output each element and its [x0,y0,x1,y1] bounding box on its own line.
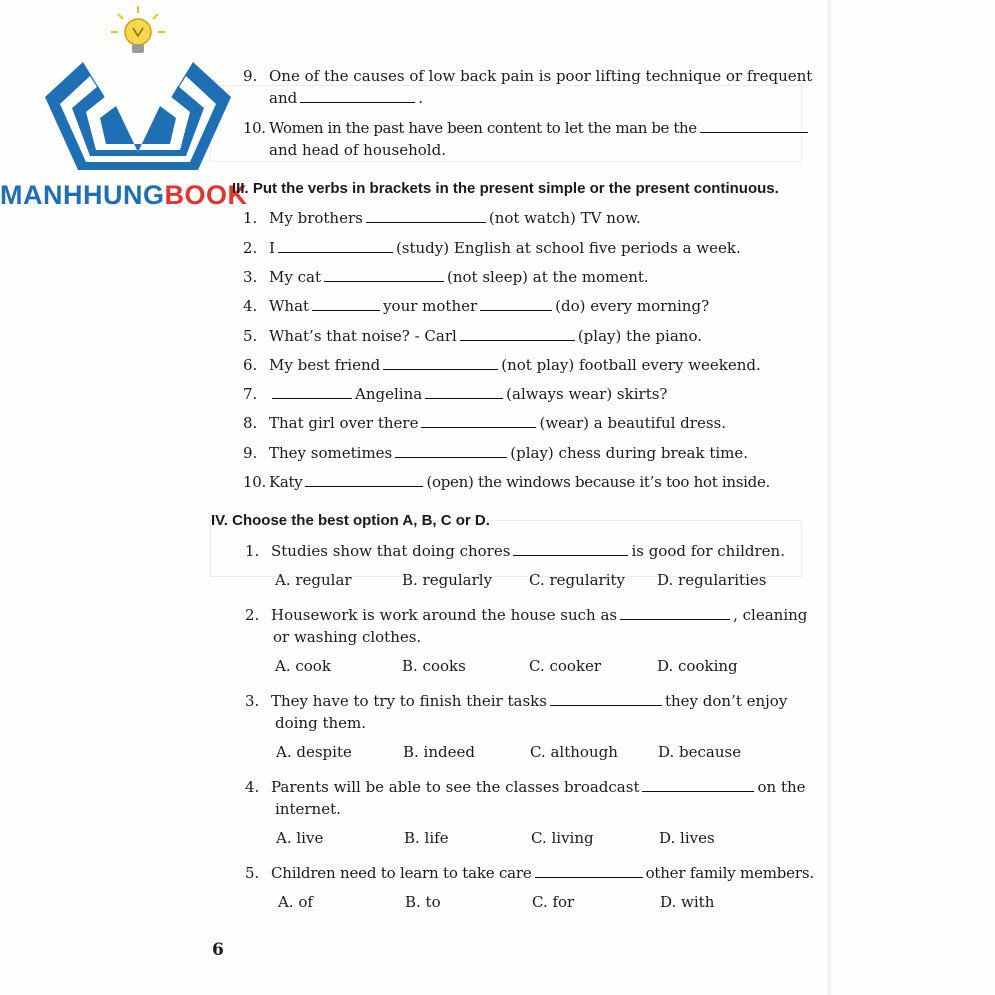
answer-blank [550,704,662,706]
option-b: B. regularly [402,571,493,589]
answer-blank [305,485,423,487]
question-text: Women in the past have been content to let the man be the [269,119,697,137]
answer-blank [300,101,415,103]
item-text: (not sleep) at the moment. [446,268,649,286]
item-text: (study) English at school five periods a week. [395,239,741,257]
option-d: D. lives [659,829,715,847]
answer-blank [513,554,628,556]
brand-part-2: BOOK [164,180,248,210]
item-number: 3. [243,268,258,286]
option-a: A. cook [275,657,331,675]
question-line [269,89,423,107]
item-text: your mother [383,297,478,315]
question-text: One of the causes of low back pain is poor lifting technique or frequent [269,67,813,85]
option-d: D. with [660,893,715,911]
item-number: 5. [243,327,258,345]
option-d: D. because [658,743,742,761]
open-book-icon [45,62,231,170]
item-text: My brothers [269,209,363,227]
answer-blank [383,368,498,370]
item-text: (always wear) skirts? [506,385,668,403]
question-text: Studies show that doing chores [271,542,511,560]
question-line [245,606,807,624]
item-text: (do) every morning? [555,297,710,315]
option-b: B. to [405,893,441,911]
question-number: 9. [243,67,258,85]
item-text: They sometimes [269,444,393,462]
answer-blank [366,221,486,223]
option-b: B. cooks [402,657,466,675]
item-text: (wear) a beautiful dress. [539,414,726,432]
option-d: D. cooking [657,657,738,675]
item-number: 10. [243,473,266,491]
exercise-item [243,385,667,403]
option-b: B. indeed [403,743,475,761]
item-text: (play) the piano. [577,327,702,345]
option-a: A. regular [275,571,352,589]
answer-blank [425,397,503,399]
brand-wordmark [0,180,247,211]
question-text: Parents will be able to see the classes broadcast [271,778,640,796]
question-number: 4. [245,778,260,796]
item-number: 7. [243,385,258,403]
question-line: internet. [275,800,341,818]
answer-blank [421,426,536,428]
item-number: 4. [243,297,258,315]
section-heading: IV. Choose the best option A, B, C or D. [211,512,490,529]
option-c: C. for [532,893,575,911]
question-line [245,778,806,796]
question-text: Housework is work around the house such as [271,606,618,624]
option-c: C. living [531,829,594,847]
section-heading: III. Put the verbs in brackets in the present simple or the present continuous. [232,180,779,197]
answer-blank [700,131,808,133]
question-text: other family members. [645,864,814,882]
answer-blank [395,456,507,458]
option-c: C. although [530,743,618,761]
question-text: on the [757,778,806,796]
item-text: My cat [269,268,321,286]
answer-blank [642,790,754,792]
item-number: 9. [243,444,258,462]
question-number: 5. [245,864,259,882]
question-text: they don’t enjoy [664,692,788,710]
brand-part-1: MANHHUNG [0,180,165,210]
question-line [269,141,446,159]
item-text: What’s that noise? - Carl [269,327,457,345]
item-text: Angelina [355,385,423,403]
item-text: My best friend [269,356,381,374]
item-text: (not play) football every weekend. [501,356,761,374]
answer-blank [535,876,643,878]
question-line [245,864,814,882]
exercise-item [243,414,726,432]
item-number: 1. [243,209,258,227]
answer-blank [480,309,552,311]
option-a: A. despite [276,743,352,761]
item-number: 2. [243,239,258,257]
book-logo-icon [40,2,270,180]
question-line: doing them. [275,714,367,732]
option-d: D. regularities [657,571,767,589]
exercise-item [243,239,741,257]
option-a: A. live [276,829,324,847]
question-line: or washing clothes. [273,628,422,646]
question-line [243,119,811,137]
exercise-item [243,444,748,462]
option-c: C. regularity [529,571,625,589]
question-line [245,542,785,560]
option-b: B. life [404,829,449,847]
item-text: I [269,239,275,257]
item-text: (open) the windows because it’s too hot inside. [426,473,770,491]
option-c: C. cooker [529,657,602,675]
exercise-item [243,209,641,227]
item-text: Katy [269,473,303,491]
question-text: . [418,89,423,107]
question-number: 2. [245,606,260,624]
page-number: 6 [212,940,224,960]
item-number: 8. [243,414,258,432]
page-edge [828,0,831,995]
exercise-item [243,297,709,315]
question-line [245,692,787,710]
answer-blank [620,618,730,620]
answer-blank [272,397,352,399]
question-text: and [269,89,298,107]
answer-blank [278,251,393,253]
item-text: (not watch) TV now. [488,209,641,227]
answer-blank [324,280,444,282]
option-a: A. of [278,893,313,911]
question-number: 1. [245,542,260,560]
exercise-item [243,473,770,491]
exercise-item [243,327,702,345]
item-text: What [269,297,310,315]
item-text: (play) chess during break time. [510,444,749,462]
question-number: 10. [243,119,266,137]
answer-blank [312,309,380,311]
exercise-item [243,356,761,374]
question-text: Children need to learn to take care [271,864,532,882]
question-text: They have to try to finish their tasks [271,692,547,710]
item-number: 6. [243,356,258,374]
question-line [243,67,812,85]
question-text: , cleaning [733,606,808,624]
question-number: 3. [245,692,260,710]
item-text: That girl over there [269,414,419,432]
answer-blank [460,339,575,341]
exercise-item [243,268,649,286]
question-text: and head of household. [269,141,446,159]
question-text: is good for children. [631,542,785,560]
lightbulb-icon [111,6,165,53]
